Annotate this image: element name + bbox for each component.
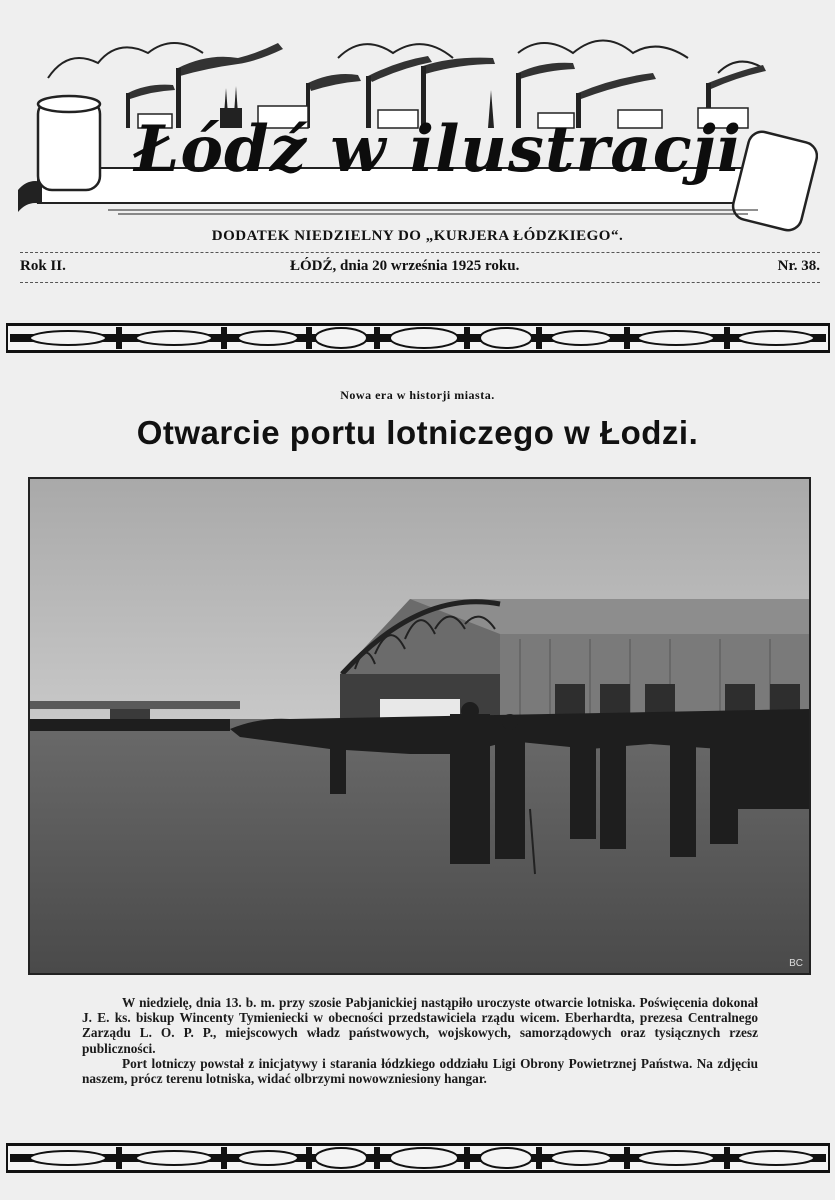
article-kicker: Nowa era w historji miasta. [340,388,495,402]
article-paragraph: Port lotniczy powstał z inicjatywy i starania łódzkiego oddziału Ligi Obrony Powietrznej Państwa. Na zdjęciu naszem, prócz terenu lotniska, widać olbrzymi nowowzniesiony hangar. [82,1055,758,1087]
airport-photo [28,477,811,975]
ornament-band-bottom [6,1143,830,1173]
issue-info-row [20,258,820,278]
issue-dateline: ŁÓDŹ, dnia 20 września 1925 roku. [290,258,520,274]
masthead [18,18,818,238]
masthead-subtitle: DODATEK NIEDZIELNY DO „KURJERA ŁÓDZKIEGO“. [211,228,624,244]
article-paragraph: W niedzielę, dnia 13. b. m. przy szosie Pabjanickiej nastąpiło uroczyste otwarcie lotniska. Poświęcenia dokonał J. E. ks. biskup Wincenty Tymieniecki w obecności przedstawiciela rządu wicem. Eberhardta, prezesa Centralnego Zarządu L. O. P. P., miejscowych władz państwowych, wojskowych, samorządowych oraz tysiącznych rzesz publiczności. [82,995,758,1056]
article-headline: Otwarcie portu lotniczego w Łodzi. [136,414,699,451]
masthead-title: Łódź w ilustracji [133,112,743,187]
hangar-crowd-image [30,479,809,973]
article-body [82,995,758,1086]
ornament-band-top [6,323,830,353]
divider-rule [20,282,820,283]
photo-signature: BC [789,958,803,969]
divider-rule [20,252,820,253]
issue-year: Rok II. [20,258,66,274]
issue-number: Nr. 38. [777,258,820,274]
